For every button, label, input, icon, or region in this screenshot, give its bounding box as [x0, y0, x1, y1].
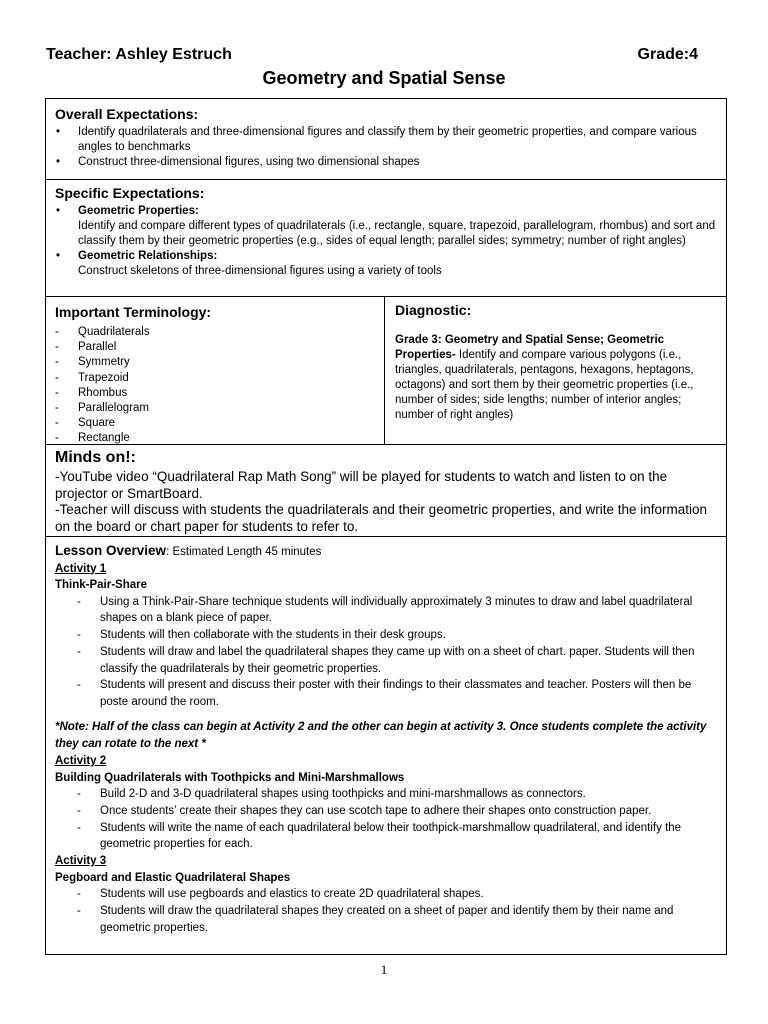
page-number: 1	[380, 962, 388, 977]
specific-expectations-section	[46, 180, 726, 297]
list-item: - Students will draw the quadrilateral shapes they created on a sheet of paper and identify them by their name and geometric properties.	[77, 905, 674, 934]
list-item: - Quadrilaterals	[55, 326, 150, 338]
geometric-relationships-title: Geometric Relationships:	[78, 250, 218, 262]
terminology-diagnostic-section	[46, 297, 726, 445]
teacher-name: Teacher: Ashley Estruch	[46, 46, 232, 63]
grade-label: Grade:4	[637, 46, 698, 63]
lesson-overview-title: Lesson Overview: Estimated Length 45 minutes	[55, 543, 322, 558]
activity-2-list	[55, 786, 716, 853]
activity-1-label: Activity 1	[55, 562, 107, 575]
list-item: - Students will write the name of each quadrilateral below their toothpick-marshmallow quadrilateral, and identify the geometric properties for each.	[77, 821, 682, 851]
column-divider	[384, 297, 385, 444]
activity-3-label: Activity 3	[55, 855, 107, 868]
list-item: - Once students’ create their shapes they can use scotch tape to adhere their shapes onto construction paper.	[77, 804, 652, 817]
activity-2-label: Activity 2	[55, 755, 107, 768]
diagnostic-text: Grade 3: Geometry and Spatial Sense; Geometric Properties- Identify and compare various polygons (i.e., triangles, quadrilaterals, pentagons, hexagons, heptagons, octagons) and sort them by their geometric properties (i.e., number of sides; side lengths; number of interior angles; number of right angles)	[395, 334, 694, 421]
geometric-properties-title: Geometric Properties:	[78, 205, 199, 217]
rotation-note: *Note: Half of the class can begin at Activity 2 and the other can begin at activity 3. Once students complete the activity they can rotate to the next *	[55, 721, 707, 751]
list-item: - Rhombus	[55, 386, 128, 399]
activity-1-title: Think-Pair-Share	[55, 579, 148, 591]
list-item: - Students will draw and label the quadrilateral shapes they came up with on a sheet of chart. paper. Students will then classify the quadrilaterals by their geometric properties.	[77, 645, 695, 675]
activity-2-title: Building Quadrilaterals with Toothpicks and Mini-Marshmallows	[55, 771, 405, 784]
lesson-overview-body	[55, 543, 716, 937]
diagnostic-heading: Diagnostic:	[395, 302, 472, 318]
minds-on-heading: Minds on!:	[55, 449, 136, 466]
list-item: • Geometric Relationships: Construct skeletons of three-dimensional figures using a variety of tools	[56, 250, 442, 277]
specific-expectations-list	[55, 204, 718, 279]
list-item: - Students will use pegboards and elastics to create 2D quadrilateral shapes.	[77, 888, 484, 901]
activity-3-title: Pegboard and Elastic Quadrilateral Shapes	[55, 871, 291, 884]
page-title: Geometry and Spatial Sense	[262, 68, 506, 88]
activity-3-list	[55, 886, 716, 936]
list-item: - Using a Think-Pair-Share technique students will individually approximately 3 minutes to draw and label quadrilateral shapes on a blank piece of paper.	[77, 595, 693, 625]
overall-expectations-list	[55, 125, 718, 170]
overall-expectations-heading: Overall Expectations:	[55, 106, 199, 122]
list-item: - Rectangle	[55, 432, 130, 445]
terminology-list	[55, 325, 150, 447]
minds-on-text: -YouTube video “Quadrilateral Rap Math Song” will be played for students to watch and listen to on the projector or SmartBoard. -Teacher will discuss with students the quadrilaterals and their geometric properties, and write the information on the board or chart paper for students to refer to.	[55, 469, 708, 534]
list-item: - Students will present and discuss their poster with their findings to their classmates and teacher. Posters will then be poste around the room.	[77, 679, 692, 709]
list-item: - Symmetry	[55, 356, 130, 369]
terminology-heading: Important Terminology:	[55, 304, 212, 320]
list-item: - Parallelogram	[55, 402, 149, 415]
list-item: - Trapezoid	[55, 371, 129, 384]
list-item: - Build 2-D and 3-D quadrilateral shapes using toothpicks and mini-marshmallows as connectors.	[77, 788, 586, 801]
overall-expectations-section	[46, 99, 726, 180]
lesson-overview-section	[46, 537, 726, 956]
page-header	[46, 46, 700, 66]
list-item: • Identify quadrilaterals and three-dimensional figures and classify them by their geometric properties, and compare various angles to benchmarks	[56, 126, 697, 153]
specific-expectations-heading: Specific Expectations:	[55, 185, 205, 201]
activity-1-list	[55, 594, 716, 712]
list-item: • Geometric Properties: Identify and compare different types of quadrilaterals (i.e., rectangle, square, trapezoid, parallelogram, rhombus) and sort and classify them by their geometric properties (e.g., sides of equal length; parallel sides; symmetry; number of right angles)	[56, 205, 716, 247]
minds-on-section	[46, 445, 726, 537]
list-item: - Square	[55, 417, 116, 430]
list-item: • Construct three-dimensional figures, using two dimensional shapes	[56, 156, 420, 168]
list-item: - Parallel	[55, 341, 117, 354]
list-item: - Students will then collaborate with the students in their desk groups.	[77, 629, 446, 642]
lesson-plan-table	[45, 98, 727, 955]
